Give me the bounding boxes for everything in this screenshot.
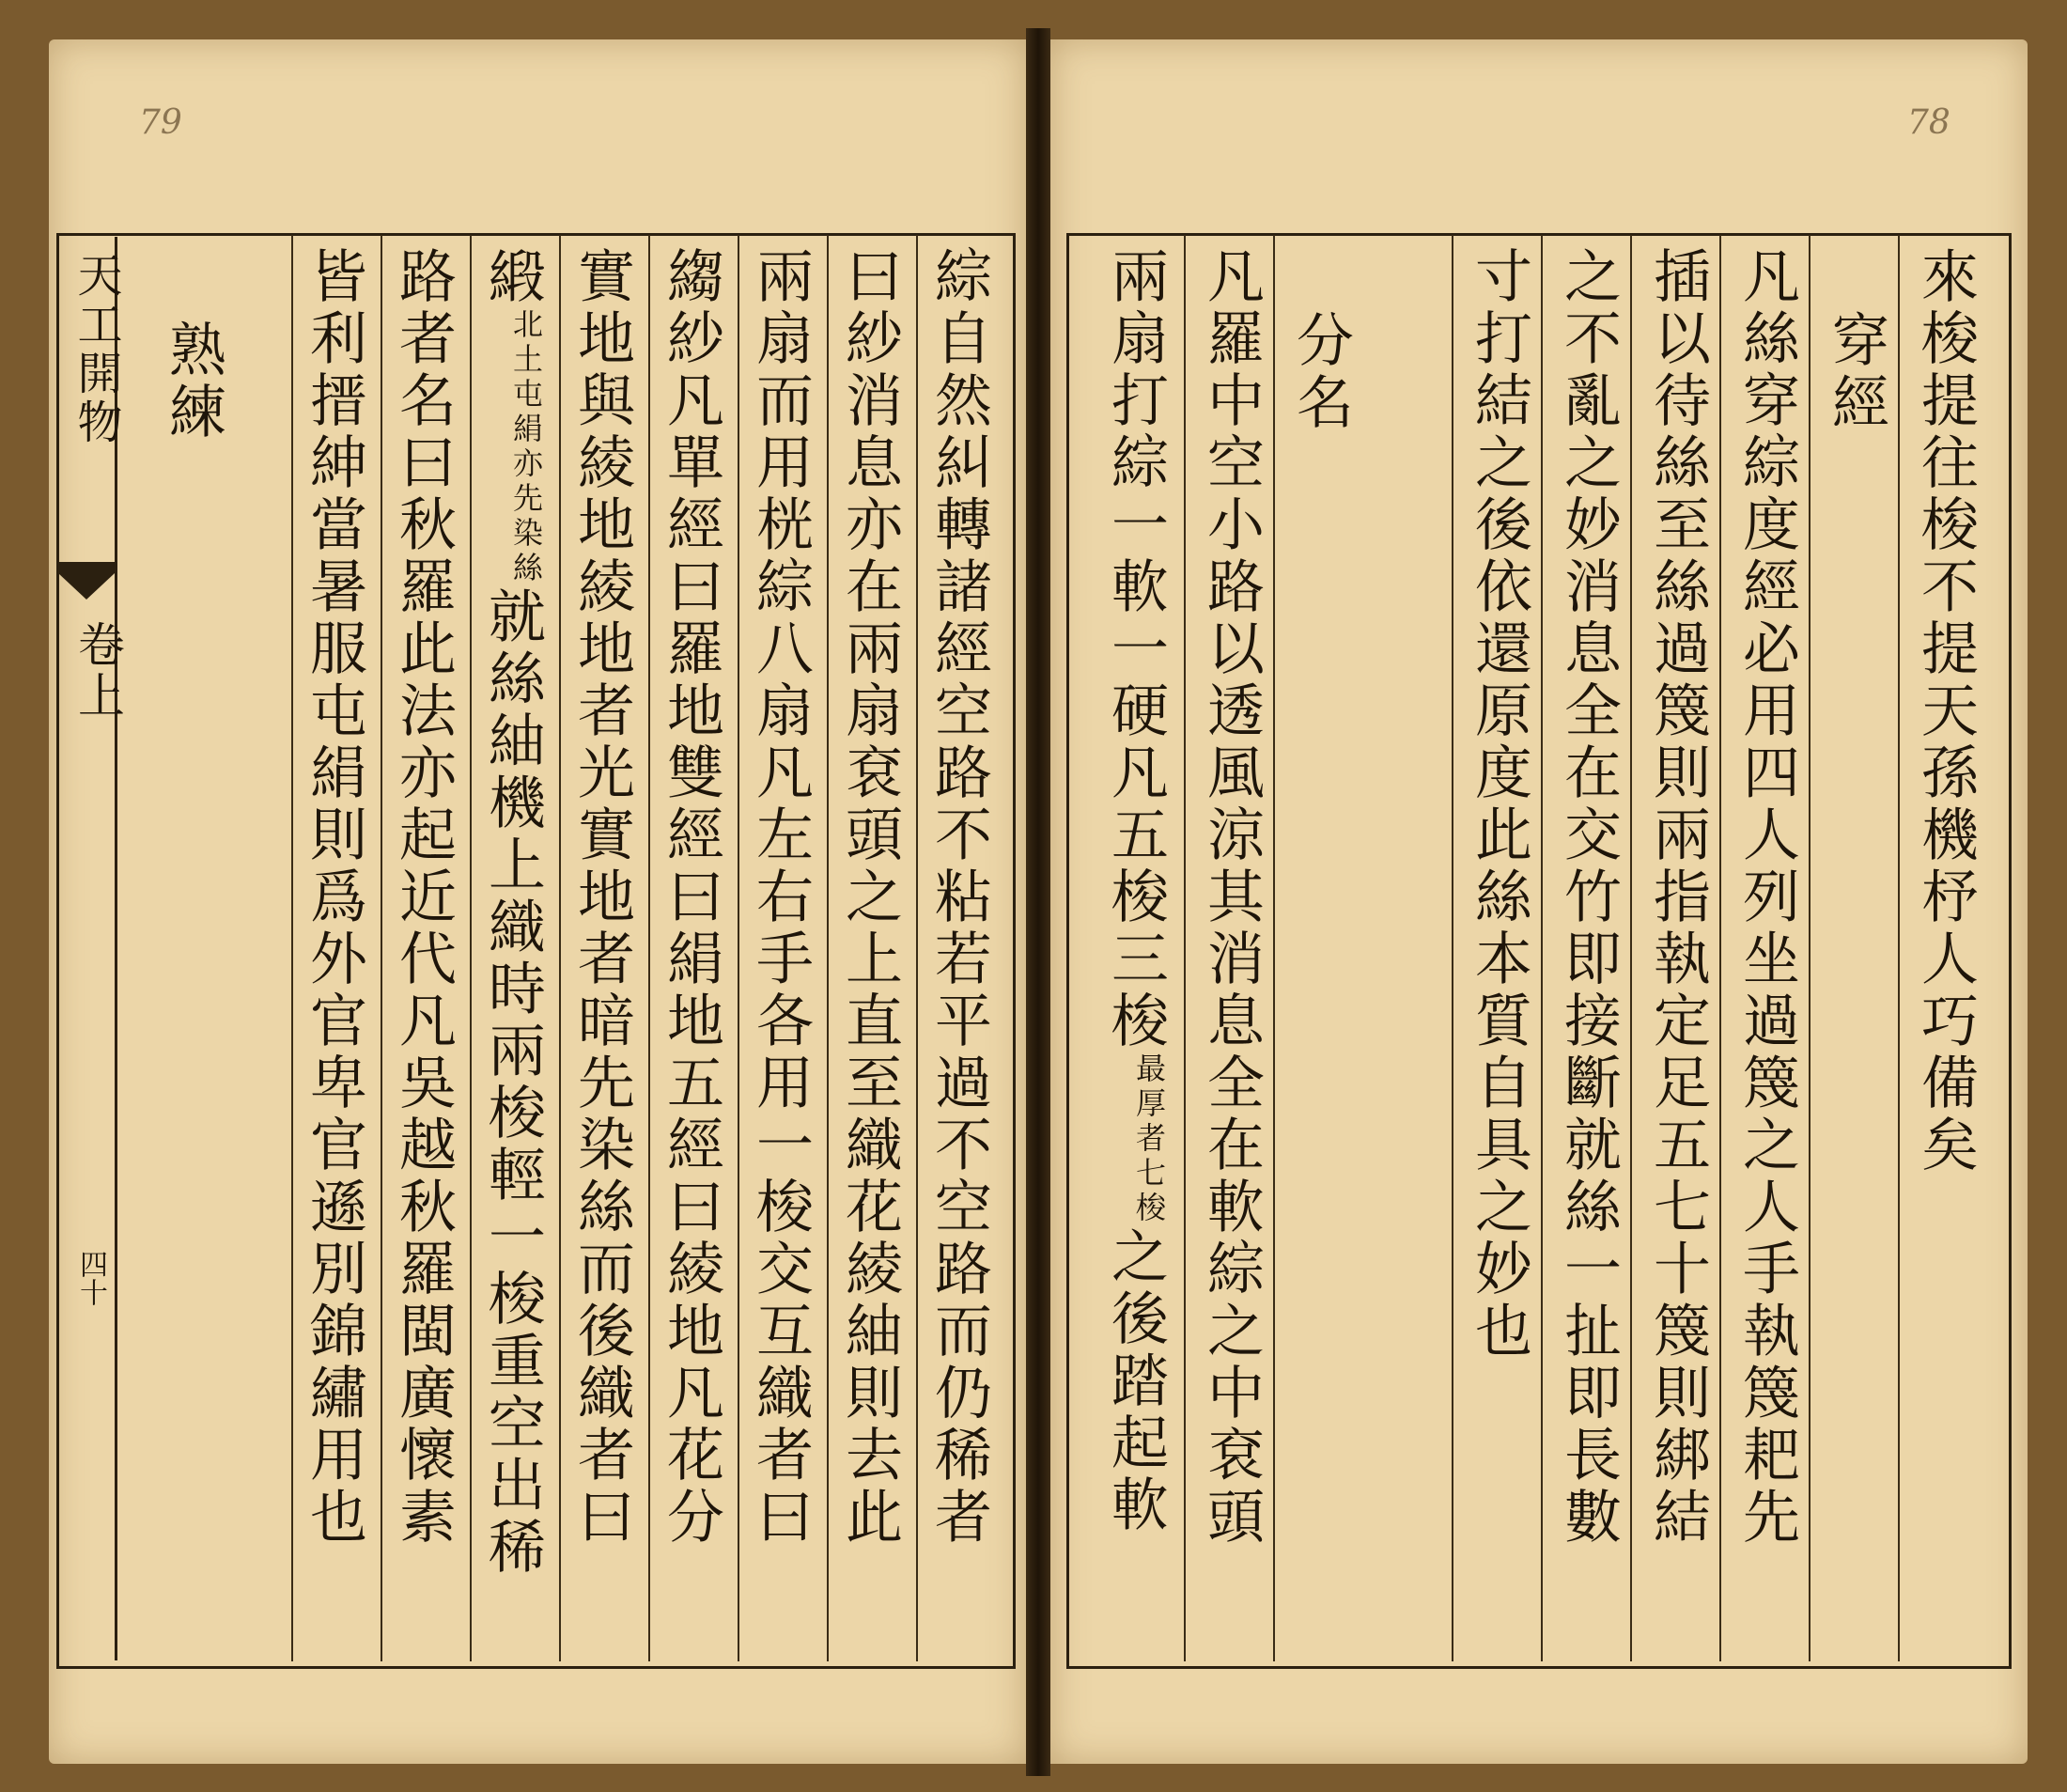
right-column-4: 插以待絲至絲過篾則兩指執定足五七十篾則綁結 bbox=[1644, 246, 1711, 1549]
right-column-1: 來梭提往梭不提天孫機杼人巧備矣 bbox=[1912, 246, 1979, 1176]
column-rule bbox=[738, 235, 739, 1661]
column-9-head: 兩扇打綜一軟一硬凡五梭三梭 bbox=[1102, 246, 1169, 1052]
column-6-tail: 就絲紬機上織時兩梭輕一梭重空出稀 bbox=[479, 586, 546, 1579]
annotation-right: 七梭 bbox=[1131, 1157, 1167, 1226]
section-heading-shulian: 熟練 bbox=[160, 319, 226, 444]
column-rule bbox=[1273, 235, 1275, 1661]
right-column-5: 之不亂之妙消息全在交竹即接斷就絲一扯即長數 bbox=[1555, 246, 1622, 1549]
volume-label: 卷上 bbox=[70, 620, 125, 722]
column-rule bbox=[1719, 235, 1721, 1661]
annotation-right: 亦先染絲 bbox=[508, 447, 544, 586]
right-column-8: 凡羅中空小路以透風涼其消息全在軟綜之中袞頭 bbox=[1198, 246, 1265, 1549]
left-column-2: 曰紗消息亦在兩扇袞頭之上直至織花綾紬則去此 bbox=[836, 246, 903, 1549]
leaf-number: 四十 bbox=[74, 1250, 107, 1306]
column-6-head: 緞 bbox=[479, 246, 546, 308]
section-heading-fenming: 分名 bbox=[1287, 310, 1354, 434]
left-column-5: 實地與綾地綾地者光實地者暗先染絲而後織者曰 bbox=[568, 246, 635, 1549]
column-rule bbox=[1184, 235, 1186, 1661]
column-rule bbox=[381, 235, 382, 1661]
center-fold-column bbox=[58, 237, 117, 1660]
column-rule bbox=[916, 235, 918, 1661]
column-rule bbox=[648, 235, 650, 1661]
left-column-3: 兩扇而用桄綜八扇凡左右手各用一梭交互織者曰 bbox=[747, 246, 814, 1549]
book-gutter bbox=[1026, 28, 1050, 1776]
book-title: 天工開物 bbox=[70, 252, 122, 447]
column-rule bbox=[291, 235, 293, 1661]
column-rule bbox=[1809, 235, 1811, 1661]
right-column-6: 寸打結之後依還原度此絲本質自具之妙也 bbox=[1466, 246, 1532, 1363]
annotation-left: 最厚者 bbox=[1131, 1052, 1167, 1157]
column-rule bbox=[559, 235, 561, 1661]
column-rule bbox=[1452, 235, 1453, 1661]
left-column-8: 皆利搢紳當暑服屯絹則爲外官卑官遜別錦繡用也 bbox=[301, 246, 367, 1549]
annotation-left: 北土屯絹 bbox=[508, 308, 544, 447]
column-rule bbox=[1630, 235, 1632, 1661]
left-column-1: 綜自然糾轉諸經空路不粘若平過不空路而仍稀者 bbox=[925, 246, 992, 1549]
right-column-3: 凡絲穿綜度經必用四人列坐過篾之人手執篾耙先 bbox=[1733, 246, 1800, 1549]
column-rule bbox=[827, 235, 829, 1661]
right-folio-number: 78 bbox=[1907, 103, 1950, 142]
left-column-7: 路者名曰秋羅此法亦起近代凡吳越秋羅閩廣懷素 bbox=[390, 246, 457, 1549]
section-heading-chuanjing: 穿經 bbox=[1823, 310, 1889, 434]
left-folio-number: 79 bbox=[139, 103, 182, 142]
column-rule bbox=[470, 235, 472, 1661]
column-9-tail: 之後踏起軟 bbox=[1102, 1226, 1169, 1536]
left-column-6 bbox=[479, 246, 546, 1637]
column-rule bbox=[1541, 235, 1543, 1661]
right-column-9 bbox=[1102, 246, 1169, 1637]
left-column-4: 縐紗凡單經曰羅地雙經曰絹地五經曰綾地凡花分 bbox=[658, 246, 724, 1549]
fishtail-mark-icon bbox=[58, 562, 115, 601]
column-rule bbox=[1898, 235, 1900, 1661]
